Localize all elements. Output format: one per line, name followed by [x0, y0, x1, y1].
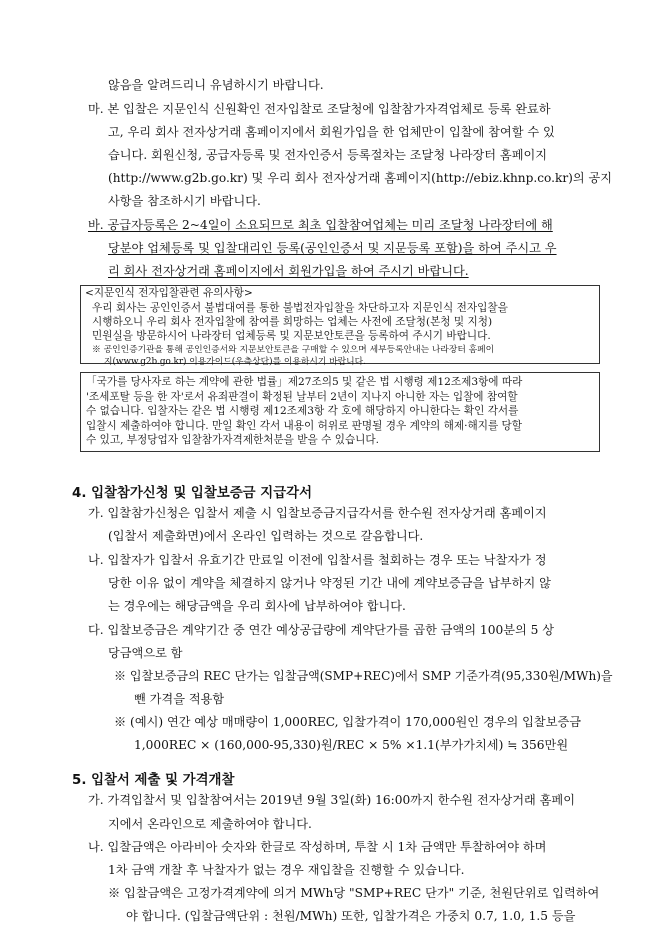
notice-line: 수 없습니다. 입찰자는 같은 법 시행령 제12조제3항 각 호에 해당하지 아니한다는 확인 각서를 [86, 405, 519, 417]
notice-note: ※ 공인인증기관을 통해 공인인증서와 지문보안토큰을 구매할 수 있으며 세부등록안내는 나라장터 홈페이 [92, 345, 495, 355]
section-4-title: 4. 입찰참가신청 및 입찰보증금 지급각서 [72, 486, 313, 501]
text-line: 당금액으로 함 [108, 646, 183, 660]
notice-line: 입찰시 제출하여야 합니다. 만일 확인 각서 내용이 허위로 판명될 경우 계약의 해제·해지를 당할 [86, 420, 523, 432]
text-line: 야 합니다. (입찰금액단위 : 천원/MWh) 또한, 입찰가격은 가중치 0.7, 1.0, 1.5 등을 [126, 909, 576, 923]
notice-line: 시행하오니 우리 회사 전자입찰에 참여를 희망하는 업체는 사전에 조달청(본청 및 지청) [92, 316, 493, 328]
text-line: 당한 이유 없이 계약을 체결하지 않거나 약정된 기간 내에 계약보증금을 납부하지 않 [108, 576, 551, 590]
notice-line: '조세포탈 등을 한 자'로서 유죄판결이 확정된 날부터 2년이 지나지 아니한 자는 입찰에 참여할 [86, 391, 518, 403]
text-line: 가. 입찰참가신청은 입찰서 제출 시 입찰보증금지급각서를 한수원 전자상거래 홈페이지 [88, 506, 547, 520]
text-line: 마. 본 입찰은 지문인식 신원확인 전자입찰로 조달청에 입찰참가자격업체로 등록 완료하 [88, 102, 551, 116]
text-line: 는 경우에는 해당금액을 우리 회사에 납부하여야 합니다. [108, 599, 406, 613]
text-line: 지에서 온라인으로 제출하여야 합니다. [108, 817, 312, 831]
notice-line: 「국가를 당사자로 하는 계약에 관한 법률」제27조의5 및 같은 법 시행령 제12조제3항에 따라 [86, 376, 523, 388]
underlined-line: 바. 공급자등록은 2~4일이 소요되므로 최초 입찰참여업체는 미리 조달청 나라장터에 해 [88, 218, 553, 232]
text-line: ※ 입찰보증금의 REC 단가는 입찰금액(SMP+REC)에서 SMP 기준가격(95,330원/MWh)을 [114, 669, 613, 683]
text-line: 나. 입찰자가 입찰서 유효기간 만료일 이전에 입찰서를 철회하는 경우 또는 낙찰자가 정 [88, 553, 547, 567]
section-5-title: 5. 입찰서 제출 및 가격개찰 [72, 773, 235, 788]
notice-line: 우리 회사는 공인인증서 불법대여를 통한 불법전자입찰을 차단하고자 지문인식 전자입찰을 [92, 302, 508, 314]
notice-line: 수 있고, 부정당업자 입찰참가자격제한처분을 받을 수 있습니다. [86, 434, 380, 446]
notice-line: 민원실을 방문하시어 나라장터 업체등록 및 지문보안토큰을 등록하여 주시기 바랍니다. [92, 330, 491, 342]
text-line: 않음을 알려드리니 유념하시기 바랍니다. [108, 78, 324, 92]
text-line: 고, 우리 회사 전자상거래 홈페이지에서 회원가입을 한 업체만이 입찰에 참여할 수 있 [108, 125, 555, 139]
text-line: (http://www.g2b.go.kr) 및 우리 회사 전자상거래 홈페이지(http://ebiz.khnp.co.kr)의 공지 [108, 171, 612, 185]
text-line: (입찰서 제출화면)에서 온라인 입력하는 것으로 갈음합니다. [108, 529, 424, 543]
text-line: 1,000REC × (160,000-95,330)원/REC × 5% ×1.1(부가가치세) ≒ 356만원 [134, 738, 569, 752]
notice-note: 지(www.g2b.go.kr) 이용가이드(우측상단)를 이용하시기 바랍니다. [104, 357, 366, 367]
text-line: 1차 금액 개찰 후 낙찰자가 없는 경우 재입찰을 진행할 수 있습니다. [108, 863, 465, 877]
text-line: ※ (예시) 연간 예상 매매량이 1,000REC, 입찰가격이 170,000원인 경우의 입찰보증금 [114, 715, 582, 729]
notice-title: <지문인식 전자입찰관련 유의사항> [85, 287, 253, 299]
text-line: 나. 입찰금액은 아라비아 숫자와 한글로 작성하며, 투찰 시 1차 금액만 투찰하여야 하며 [88, 840, 547, 854]
text-line: 뺀 가격을 적용함 [134, 692, 225, 706]
underlined-line: 리 회사 전자상거래 홈페이지에서 회원가입을 하여 주시기 바랍니다. [108, 264, 469, 278]
text-line: ※ 입찰금액은 고정가격계약에 의거 MWh당 "SMP+REC 단가" 기준, 천원단위로 입력하여 [108, 886, 600, 900]
text-line: 다. 입찰보증금은 계약기간 중 연간 예상공급량에 계약단가를 곱한 금액의 100분의 5 상 [88, 623, 555, 637]
underlined-line: 당분야 업체등록 및 입찰대리인 등록(공인인증서 및 지문등록 포함)을 하여 주시고 우 [108, 241, 557, 255]
text-line: 습니다. 회원신청, 공급자등록 및 전자인증서 등록절차는 조달청 나라장터 홈페이지 [108, 148, 548, 162]
text-line: 가. 가격입찰서 및 입찰참여서는 2019년 9월 3일(화) 16:00까지 한수원 전자상거래 홈페이 [88, 793, 575, 807]
text-line: 사항을 참조하시기 바랍니다. [108, 194, 261, 208]
